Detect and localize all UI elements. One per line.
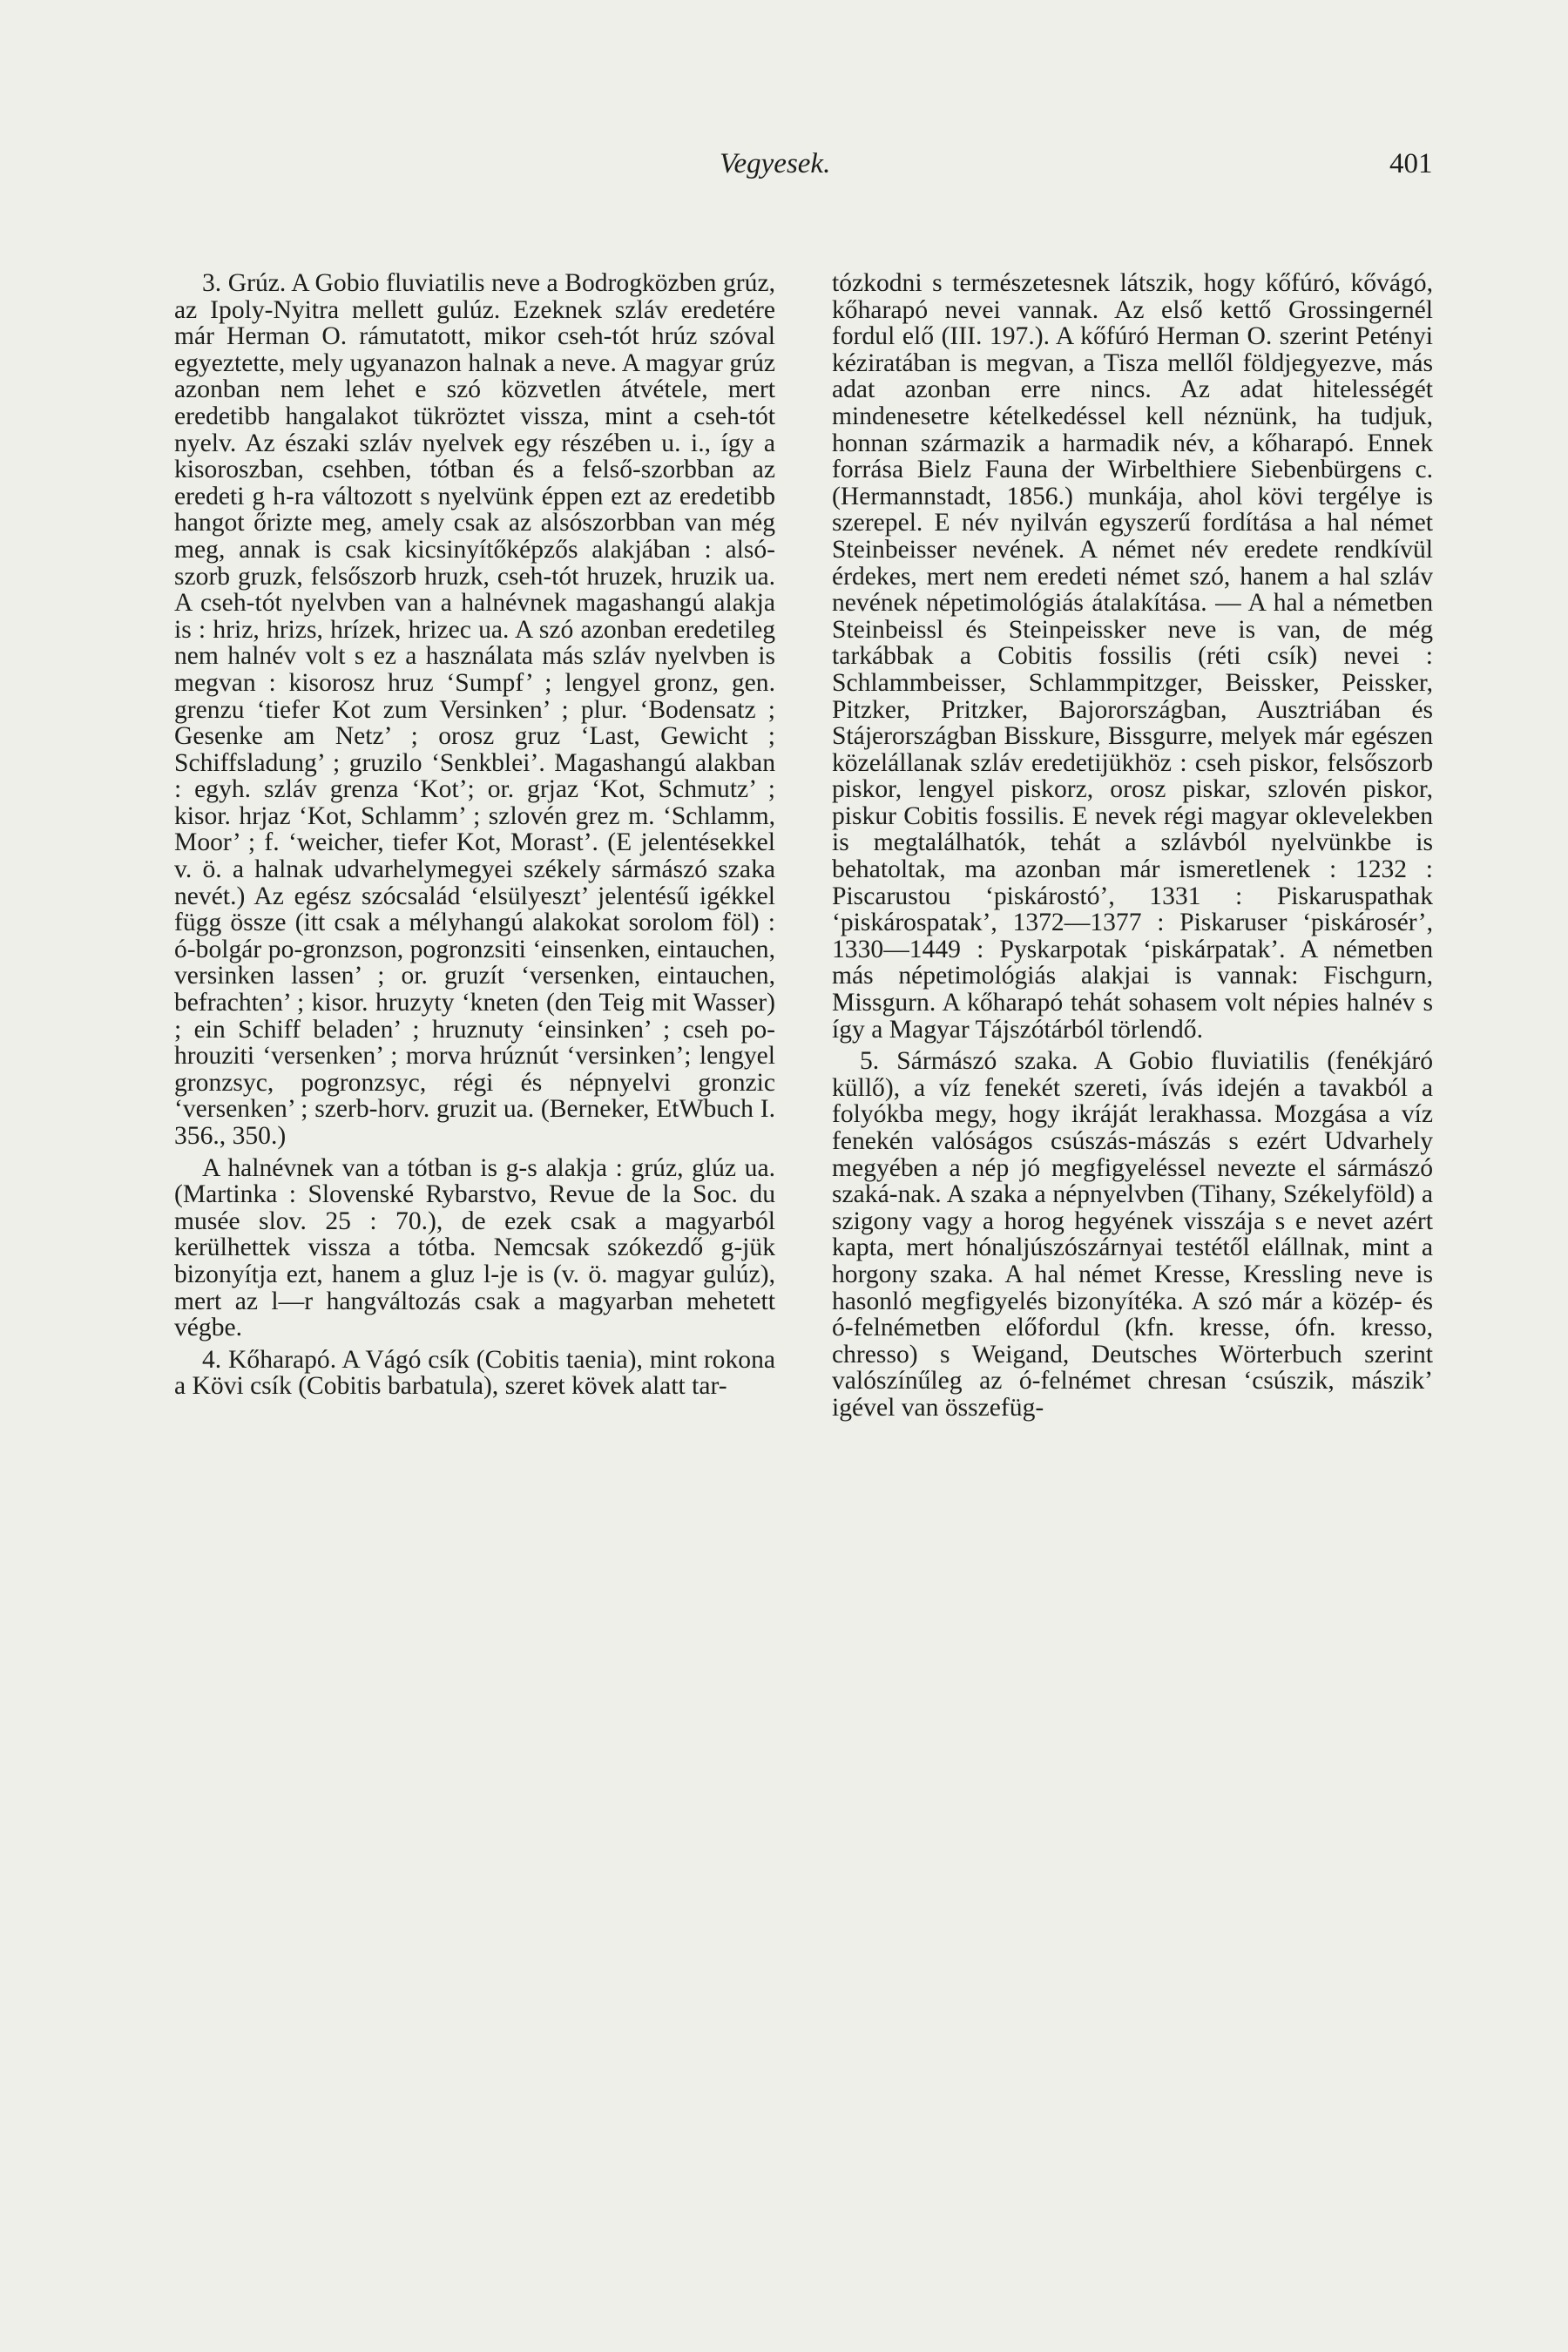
page-header bbox=[0, 148, 1568, 192]
paragraph-koharapo-cont: tózkodni s természetesnek látszik, hogy kőfúró, kővágó, kőharapó nevei vannak. Az első kettő Grossingernél fordul elő (III. 197.). A kőfúró Herman O. szerint Petényi kéziratában is megvan, a Tisza mellől földjegyezve, más adat azonban erre nincs. Az adat hitelességét mindenesetre kételkedéssel kell néznünk, ha tudjuk, honnan származik a harmadik név, a kőharapó. Ennek forrása Bielz Fauna der Wirbelthiere Siebenbürgens c. (Hermannstadt, 1856.) munkája, ahol kövi tergélye is szerepel. E név nyilván egyszerű fordítása a hal német Steinbeisser nevének. A német név eredete rendkívül érdekes, mert nem eredeti német szó, hanem a hal szláv nevének népetimológiás átalakítása. — A hal a németben Steinbeissl és Steinpeissker neve is van, de még tarkábbak a Cobitis fossilis (réti csík) nevei : Schlammbeisser, Schlammpitzger, Beissker, Peissker, Pitzker, Pritzker, Bajorországban, Ausztriában és Stájerországban Bisskure, Bissgurre, melyek már egészen közelállanak szláv eredetijükhöz : cseh piskor, felsőszorb piskor, lengyel piskorz, orosz piskar, szlovén piskor, piskur Cobitis fossilis. E nevek régi magyar oklevelekben is megtalálhatók, tehát a szlávból nyelvünkbe is behatoltak, ma azonban már ismeretlenek : 1232 : Piscarustou ‘piskárostó’, 1331 : Piskaruspathak ‘piskárospatak’, 1372—1377 : Piskaruser ‘piskárosér’, 1330—1449 : Pyskarpotak ‘piskárpatak’. A németben más népetimológiás alakjai is vannak: Fischgurn, Missgurn. A kőharapó tehát sohasem volt népies halnév s így a Magyar Tájszótárból törlendő. bbox=[832, 269, 1433, 1044]
paragraph-sarmaszo: 5. Sármászó szaka. A Gobio fluviatilis (fenékjáró küllő), a víz fenekét szereti, ívás idején a tavakból a folyókba megy, hogy ikráját lerakhassa. Mozgása a víz fenekén valóságos csúszás-mászás s ezért Udvarhely megyében a nép jó megfigyeléssel nevezte el sármászó szaká-nak. A szaka a népnyelvben (Tihany, Székelyföld) a szigony vagy a horog hegyének visszája s e nevet azért kapta, mert hónaljúszószárnyai testétől elállnak, mint a horgony szaka. A hal német Kresse, Kressling neve is hasonló megfigyelés bizonyítéka. A szó már a közép- és ó-felnémetben előfordul (kfn. kresse, ófn. kresso, chresso) s Weigand, Deutsches Wörterbuch szerint valószínűleg az ó-felnémet chresan ‘csúszik, mászik’ igével van összefüg- bbox=[832, 1047, 1433, 1422]
left-column bbox=[174, 270, 775, 1400]
right-column bbox=[832, 270, 1433, 1422]
page-number: 401 bbox=[1389, 148, 1433, 179]
paragraph-halnev: A halnévnek van a tótban is g-s alakja : grúz, glúz ua. (Martinka : Slovenské Rybarstvo, Revue de la Soc. du musée slov. 25 : 70.), de ezek csak a magyarból kerülhettek vissza a tótba. Nemcsak szókezdő g-jük bizonyítja ezt, hanem a gluz l-je is (v. ö. magyar gulúz), mert az l—r hangváltozás csak a magyarban mehetett végbe. bbox=[174, 1153, 775, 1342]
paragraph-koharapo: 4. Kőharapó. A Vágó csík (Cobitis taenia), mint rokona a Kövi csík (Cobitis barbatula), szeret kövek alatt tar- bbox=[174, 1345, 775, 1401]
paragraph-gruz: 3. Grúz. A Gobio fluviatilis neve a Bodrogközben grúz, az Ipoly-Nyitra mellett gulúz. Ezeknek szláv eredetére már Herman O. rámutatott, mikor cseh-tót hrúz szóval egyeztette, mely ugyanazon halnak a neve. A magyar grúz azonban nem lehet e szó közvetlen átvétele, mert eredetibb hangalakot tükröztet vissza, mint a cseh-tót nyelv. Az északi szláv nyelvek egy részében u. i., így a kisoroszban, csehben, tótban és a felső-szorbban az eredeti g h-ra változott s nyelvünk éppen ezt az eredetibb hangot őrizte meg, amely csak az alsószorbban van még meg, annak is csak kicsinyítőképzős alakjában : alsó-szorb gruzk, felsőszorb hruzk, cseh-tót hruzek, hruzik ua. A cseh-tót nyelvben van a halnévnek magashangú alakja is : hriz, hrizs, hrízek, hrizec ua. A szó azonban eredetileg nem halnév volt s ez a használata más szláv nyelvben is megvan : kisorosz hruz ‘Sumpf’ ; lengyel gronz, gen. grenzu ‘tiefer Kot zum Versinken’ ; plur. ‘Bodensatz ; Gesenke am Netz’ ; orosz gruz ‘Last, Gewicht ; Schiffsladung’ ; gruzilo ‘Senkblei’. Magashangú alakban : egyh. szláv grenza ‘Kot’; or. grjaz ‘Kot, Schmutz’ ; kisor. hrjaz ‘Kot, Schlamm’ ; szlovén grez m. ‘Schlamm, Moor’ ; f. ‘weicher, tiefer Kot, Morast’. (E jelentésekkel v. ö. a halnak udvarhelymegyei székely sármászó szaka nevét.) Az egész szócsalád ‘elsülyeszt’ jelentésű igékkel függ össze (itt csak a mélyhangú alakokat sorolom föl) : ó-bolgár po-gronzson, pogronzsiti ‘einsenken, eintauchen, versinken lassen’ ; or. gruzít ‘versenken, eintauchen, befrachten’ ; kisor. hruzyty ‘kneten (den Teig mit Wasser) ; ein Schiff beladen’ ; hruznuty ‘einsinken’ ; cseh po-hrouziti ‘versenken’ ; morva hrúznút ‘versinken’; lengyel gronzsyc, pogronzsyc, régi és népnyelvi gronzic ‘versenken’ ; szerb-horv. gruzit ua. (Berneker, EtWbuch I. 356., 350.) bbox=[174, 269, 775, 1150]
running-title: Vegyesek. bbox=[720, 148, 831, 179]
